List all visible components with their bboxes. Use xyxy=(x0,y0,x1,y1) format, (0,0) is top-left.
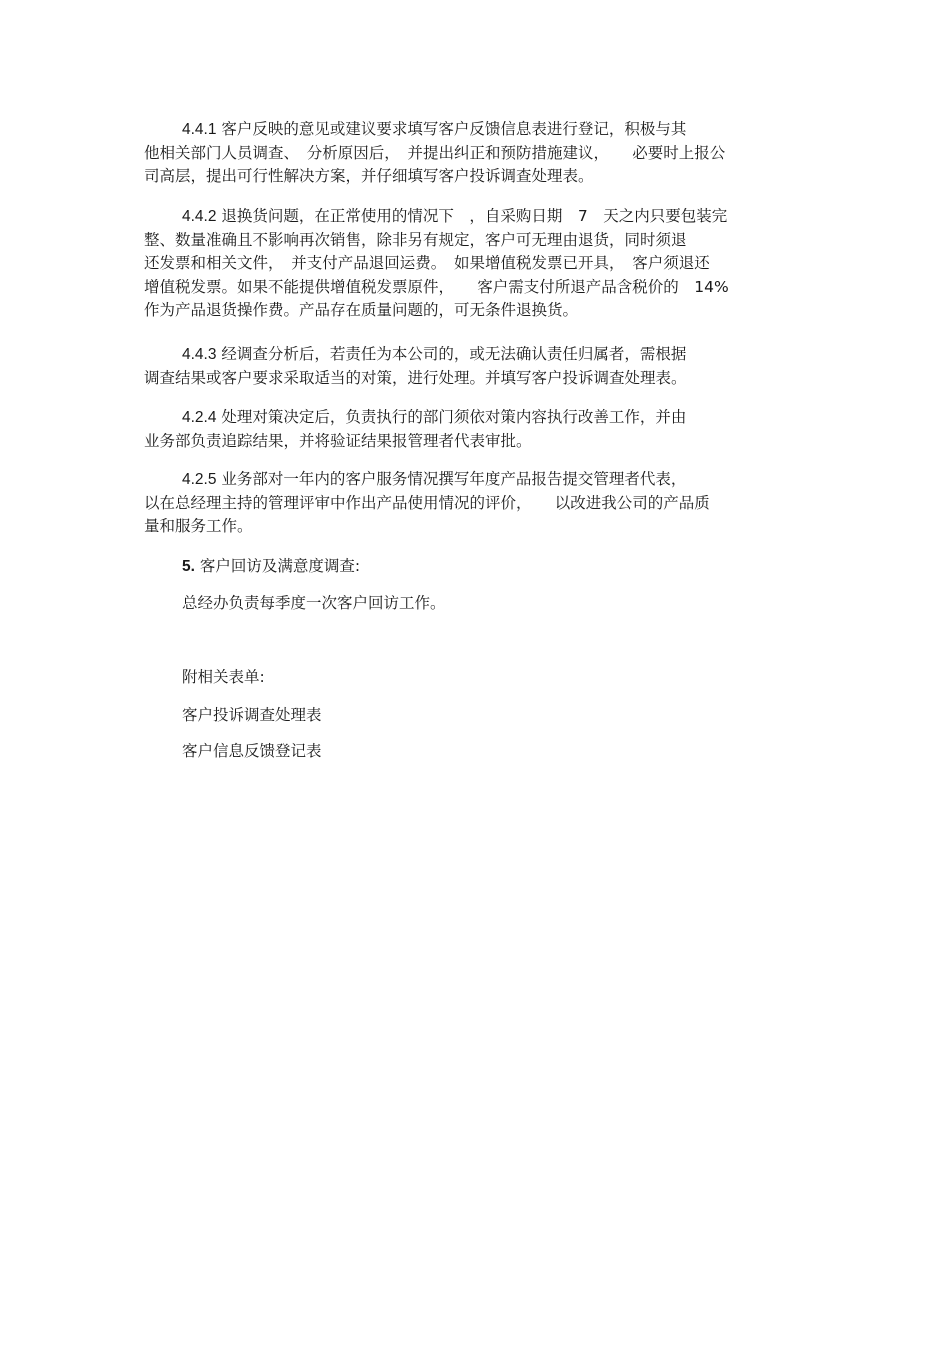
section-4-4-1 xyxy=(144,118,804,189)
section-4-2-4 xyxy=(144,406,804,453)
section-text-line: 业务部对一年内的客户服务情况撰写年度产品报告提交管理者代表， xyxy=(221,470,687,488)
section-text-line: 退换货问题，在正常使用的情况下 ，自采购日期 7 天之内只要包装完 xyxy=(221,207,728,225)
section-4-2-5 xyxy=(144,468,804,539)
section-number: 4.4.1 xyxy=(182,121,217,138)
section-text-line: 司高层，提出可行性解决方案，并仔细填写客户投诉调查处理表。 xyxy=(144,167,594,185)
section-text-line: 还发票和相关文件， 并支付产品退回运费。 如果增值税发票已开具， 客户须退还 xyxy=(144,254,710,272)
section-text-line: 量和服务工作。 xyxy=(144,517,253,535)
section-5-heading xyxy=(144,555,804,579)
section-text-line: 处理对策决定后，负责执行的部门须依对策内容执行改善工作，并由 xyxy=(221,408,687,426)
attachment-item-text: 客户投诉调查处理表 xyxy=(182,706,322,724)
section-number: 4.2.5 xyxy=(182,471,217,488)
section-text-line: 以在总经理主持的管理评审中作出产品使用情况的评价， 以改进我公司的产品质 xyxy=(144,493,710,512)
attachments-heading xyxy=(144,666,804,690)
section-4-4-2 xyxy=(144,205,804,323)
attachments-heading-text: 附相关表单: xyxy=(182,668,265,686)
attachment-item xyxy=(144,704,804,728)
section-text-line: 总经办负责每季度一次客户回访工作。 xyxy=(182,594,446,612)
section-title: 客户回访及满意度调查: xyxy=(199,557,361,575)
section-text-line: 客户反映的意见或建议要求填写客户反馈信息表进行登记，积极与其 xyxy=(221,120,687,138)
section-text-line: 整、数量准确且不影响再次销售，除非另有规定，客户可无理由退货，同时须退 xyxy=(144,230,687,249)
attachment-item-text: 客户信息反馈登记表 xyxy=(182,742,322,760)
section-text-line: 经调查分析后，若责任为本公司的，或无法确认责任归属者，需根据 xyxy=(221,345,687,363)
section-text-line: 业务部负责追踪结果，并将验证结果报管理者代表审批。 xyxy=(144,431,532,450)
attachment-item xyxy=(144,740,804,764)
section-number: 5. xyxy=(182,558,195,575)
section-text-line: 作为产品退货操作费。产品存在质量问题的，可无条件退换货。 xyxy=(144,301,579,319)
section-5-body xyxy=(144,592,804,616)
section-text-line: 他相关部门人员调查、 分析原因后， 并提出纠正和预防措施建议， 必要时上报公 xyxy=(144,143,726,162)
section-number: 4.4.2 xyxy=(182,208,217,225)
section-4-4-3 xyxy=(144,343,804,390)
section-text-line: 调查结果或客户要求采取适当的对策，进行处理。并填写客户投诉调查处理表。 xyxy=(144,368,687,387)
section-number: 4.4.3 xyxy=(182,346,217,363)
section-number: 4.2.4 xyxy=(182,409,217,426)
section-text-line: 增值税发票。如果不能提供增值税发票原件， 客户需支付所退产品含税价的 14% xyxy=(144,277,729,296)
